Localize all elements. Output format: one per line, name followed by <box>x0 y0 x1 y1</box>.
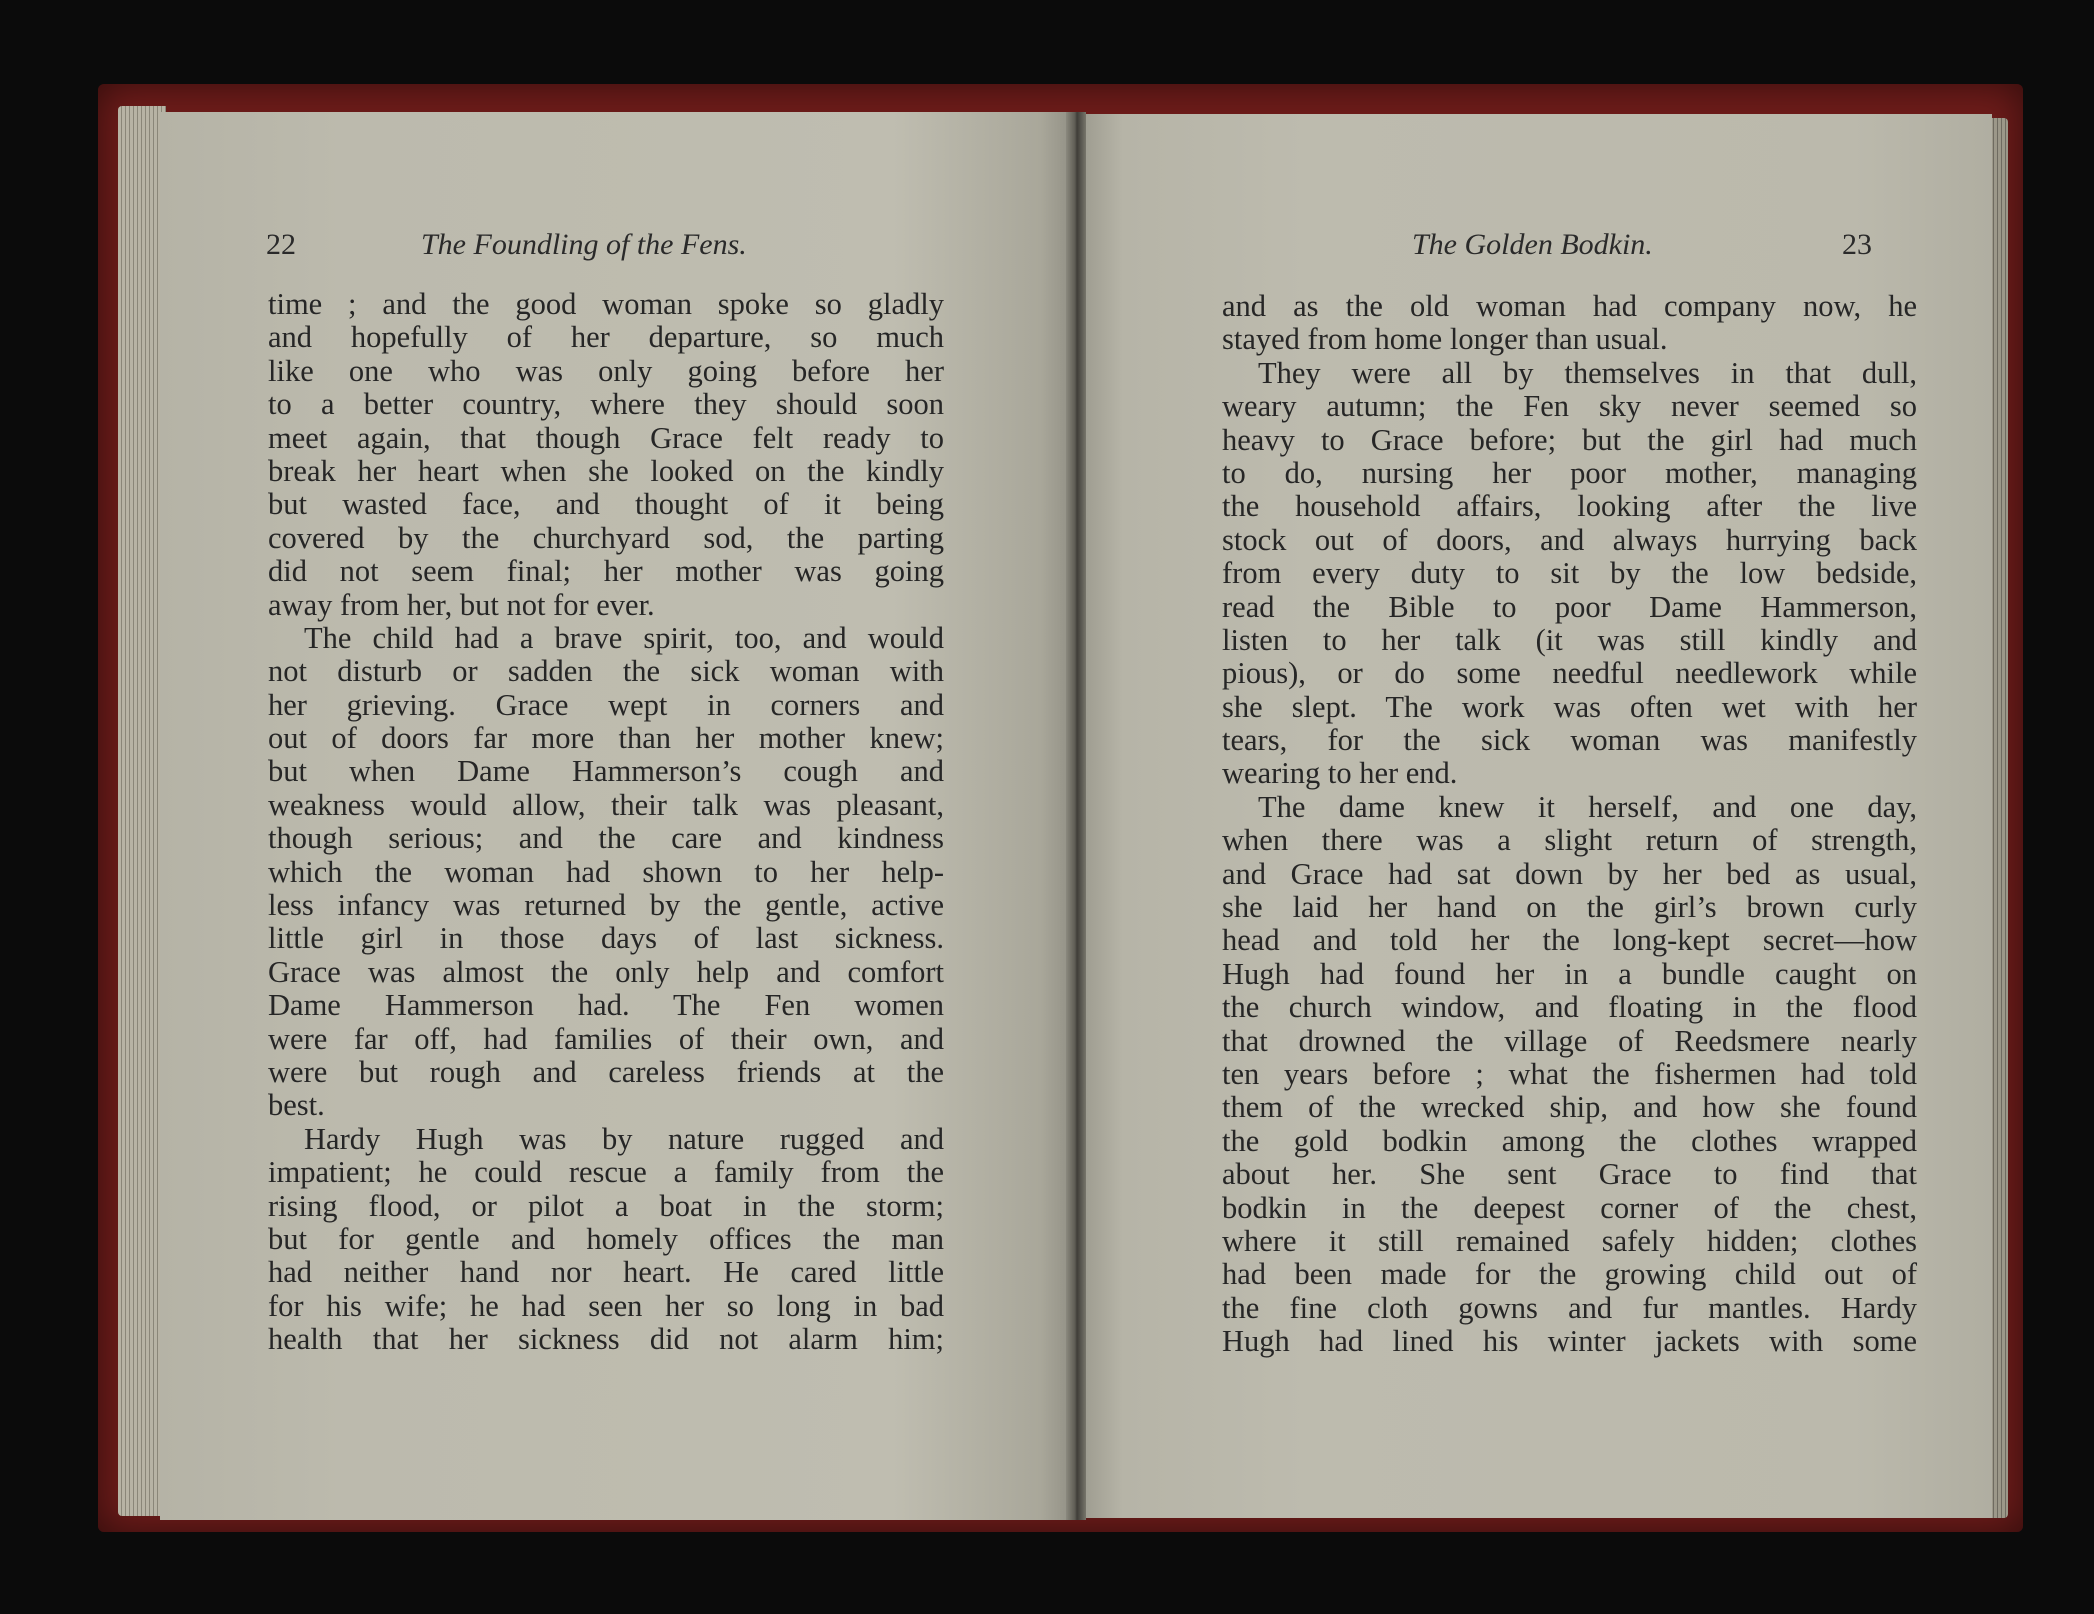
right-page-body <box>1222 290 1917 1359</box>
text-line: Hugh had lined his winter jackets with some <box>1222 1324 1917 1359</box>
text-line: to do, nursing her poor mother, managing <box>1222 455 1917 490</box>
text-line: not disturb or sadden the sick woman with <box>268 654 944 689</box>
text-line: where it still remained safely hidden; clothes <box>1222 1223 1917 1258</box>
text-line: had neither hand nor heart. He cared little <box>268 1255 944 1290</box>
running-title-left: The Foundling of the Fens. <box>421 228 747 261</box>
text-line: weary autumn; the Fen sky never seemed so <box>1222 389 1917 424</box>
page-edges-left <box>118 106 166 1516</box>
text-line: from every duty to sit by the low bedside, <box>1222 556 1917 591</box>
text-line: Hardy Hugh was by nature rugged and <box>304 1121 944 1156</box>
text-line: the household affairs, looking after the live <box>1222 489 1917 524</box>
text-line: though serious; and the care and kindness <box>268 821 944 856</box>
text-line: covered by the churchyard sod, the parting <box>268 520 944 555</box>
text-line: but for gentle and homely offices the man <box>268 1221 944 1256</box>
text-line: less infancy was returned by the gentle, active <box>268 888 944 923</box>
text-line: did not seem final; her mother was going <box>268 554 944 589</box>
text-line: had been made for the growing child out of <box>1222 1257 1917 1292</box>
text-line: about her. She sent Grace to find that <box>1222 1157 1917 1192</box>
text-line: little girl in those days of last sickness. <box>268 921 944 956</box>
text-line: which the woman had shown to her help- <box>268 854 944 889</box>
text-line: The child had a brave spirit, too, and would <box>304 620 944 655</box>
text-line: ten years before ; what the fishermen had told <box>1222 1056 1917 1091</box>
text-line: the gold bodkin among the clothes wrapped <box>1222 1123 1917 1158</box>
text-line: and Grace had sat down by her bed as usual, <box>1222 856 1917 891</box>
text-line: They were all by themselves in that dull, <box>1258 355 1917 390</box>
text-line: her grieving. Grace wept in corners and <box>268 687 944 722</box>
book-gutter <box>1066 112 1086 1520</box>
page-number-right: 23 <box>1842 228 1872 261</box>
text-line: like one who was only going before her <box>268 353 944 388</box>
text-line: pious), or do some needful needlework while <box>1222 656 1917 691</box>
text-line: best. <box>268 1088 325 1123</box>
text-line: away from her, but not for ever. <box>268 587 655 622</box>
text-line: head and told her the long-kept secret—how <box>1222 923 1917 958</box>
text-line: meet again, that though Grace felt ready to <box>268 420 944 455</box>
text-line: time ; and the good woman spoke so gladly <box>268 287 944 321</box>
text-line: them of the wrecked ship, and how she found <box>1222 1090 1917 1125</box>
text-line: and hopefully of her departure, so much <box>268 320 944 355</box>
text-line: out of doors far more than her mother knew; <box>268 721 944 756</box>
text-line: that drowned the village of Reedsmere nearly <box>1222 1023 1917 1058</box>
text-line: the fine cloth gowns and fur mantles. Hardy <box>1222 1290 1917 1325</box>
text-line: and as the old woman had company now, he <box>1222 289 1917 323</box>
text-line: read the Bible to poor Dame Hammerson, <box>1222 589 1917 624</box>
text-line: were far off, had families of their own, and <box>268 1021 944 1056</box>
text-line: Hugh had found her in a bundle caught on <box>1222 956 1917 991</box>
text-line: heavy to Grace before; but the girl had much <box>1222 422 1917 457</box>
text-line: for his wife; he had seen her so long in bad <box>268 1288 944 1323</box>
text-line: the church window, and floating in the flood <box>1222 990 1917 1025</box>
text-line: impatient; he could rescue a family from the <box>268 1155 944 1190</box>
text-line: break her heart when she looked on the kindly <box>268 453 944 488</box>
text-line: she laid her hand on the girl’s brown curly <box>1222 890 1917 925</box>
text-line: rising flood, or pilot a boat in the storm; <box>268 1188 944 1223</box>
text-line: tears, for the sick woman was manifestly <box>1222 723 1917 758</box>
text-line: stayed from home longer than usual. <box>1222 322 1668 357</box>
text-line: to a better country, where they should soon <box>268 387 944 422</box>
text-line: health that her sickness did not alarm him; <box>268 1322 944 1357</box>
text-line: stock out of doors, and always hurrying back <box>1222 522 1917 557</box>
text-line: Grace was almost the only help and comfort <box>268 954 944 989</box>
text-line: weakness would allow, their talk was pleasant, <box>268 787 944 822</box>
text-line: when there was a slight return of strength, <box>1222 823 1917 858</box>
text-line: wearing to her end. <box>1222 756 1458 791</box>
text-line: bodkin in the deepest corner of the chest, <box>1222 1190 1917 1225</box>
text-line: she slept. The work was often wet with her <box>1222 689 1917 724</box>
text-line: were but rough and careless friends at the <box>268 1054 944 1089</box>
left-page-body <box>268 288 944 1357</box>
text-line: but wasted face, and thought of it being <box>268 487 944 522</box>
text-line: but when Dame Hammerson’s cough and <box>268 754 944 789</box>
text-line: listen to her talk (it was still kindly and <box>1222 622 1917 657</box>
page-number-left: 22 <box>266 228 296 261</box>
text-line: Dame Hammerson had. The Fen women <box>268 988 944 1023</box>
running-title-right: The Golden Bodkin. <box>1412 228 1653 261</box>
page-edges-right <box>1990 118 2008 1518</box>
text-line: The dame knew it herself, and one day, <box>1258 789 1917 824</box>
